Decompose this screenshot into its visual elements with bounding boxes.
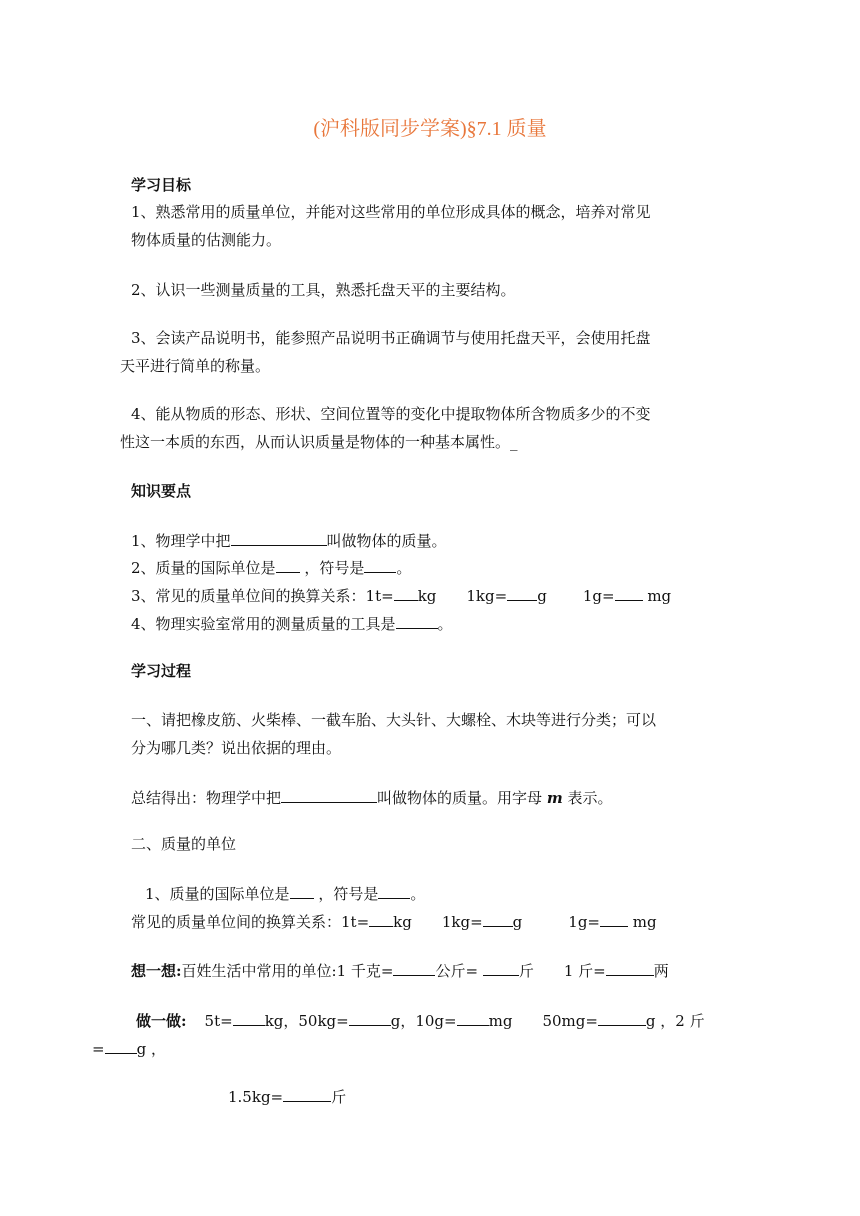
blank-field[interactable] <box>394 585 418 601</box>
blank-field[interactable] <box>393 960 435 976</box>
do-text-h: g ， <box>136 1040 166 1058</box>
blank-field[interactable] <box>233 1010 265 1026</box>
think-text-d: 1 斤= <box>563 962 606 980</box>
blank-field[interactable] <box>105 1038 137 1054</box>
objectives-heading: 学习目标 <box>131 176 192 194</box>
objective-1-line-1: 1、熟悉常用的质量单位，并能对这些常用的单位形成具体的概念，培养对常见 <box>131 203 651 221</box>
knowledge-2-text-c: 。 <box>396 559 412 577</box>
think-text-b: 公斤= <box>435 962 479 980</box>
unit-2-text-a: 常见的质量单位间的换算关系：1t= <box>131 913 370 931</box>
knowledge-3-text-c: 1kg= <box>466 587 508 605</box>
do-text-b: kg，50kg= <box>264 1012 349 1030</box>
summary-text-c: 表示。 <box>567 789 613 807</box>
blank-field[interactable] <box>396 613 438 629</box>
knowledge-4 <box>131 613 453 634</box>
knowledge-3 <box>131 585 671 606</box>
knowledge-2-text-b: ，符号是 <box>304 559 365 577</box>
knowledge-2-text-a: 2、质量的国际单位是 <box>131 559 276 577</box>
knowledge-2 <box>131 557 411 578</box>
do-text-a: 5t= <box>204 1012 233 1030</box>
knowledge-3-text-a: 3、常见的质量单位间的换算关系：1t= <box>131 587 394 605</box>
blank-field[interactable] <box>507 585 537 601</box>
objective-3-line-1: 3、会读产品说明书，能参照产品说明书正确调节与使用托盘天平，会使用托盘 <box>131 329 651 347</box>
knowledge-4-text-a: 4、物理实验室常用的测量质量的工具是 <box>131 615 396 633</box>
blank-field[interactable] <box>283 1086 331 1102</box>
knowledge-1 <box>131 530 447 551</box>
blank-field[interactable] <box>378 883 410 899</box>
do-line <box>136 1010 705 1031</box>
think-text-e: 两 <box>653 962 669 980</box>
do-text-e: 50mg= <box>542 1012 598 1030</box>
blank-field[interactable] <box>231 530 327 546</box>
do-line-3 <box>228 1086 346 1107</box>
knowledge-1-text-b: 叫做物体的质量。 <box>326 532 447 550</box>
objective-4-line-1: 4、能从物质的形态、形状、空间位置等的变化中提取物体所含物质多少的不变 <box>131 405 651 423</box>
knowledge-3-text-b: kg <box>417 587 437 605</box>
objective-1-line-2: 物体质量的估测能力。 <box>131 231 282 249</box>
blank-field[interactable] <box>290 883 314 899</box>
blank-field[interactable] <box>364 557 396 573</box>
unit-2-text-d: g <box>512 913 523 931</box>
last-text-a: 1.5kg= <box>228 1088 284 1106</box>
unit-1-text-c: 。 <box>410 885 426 903</box>
knowledge-3-text-e: 1g= <box>582 587 615 605</box>
do-text-g: = <box>92 1040 105 1058</box>
blank-field[interactable] <box>600 911 628 927</box>
blank-field[interactable] <box>457 1010 489 1026</box>
do-line-2 <box>92 1038 166 1059</box>
knowledge-4-text-b: 。 <box>437 615 453 633</box>
blank-field[interactable] <box>276 557 300 573</box>
summary-text-b: 叫做物体的质量。用字母 <box>377 789 543 807</box>
objective-2: 2、认识一些测量质量的工具，熟悉托盘天平的主要结构。 <box>131 281 516 299</box>
blank-field[interactable] <box>615 585 643 601</box>
unit-2-text-c: 1kg= <box>441 913 483 931</box>
page-title: (沪科版同步学案)§7.1 质量 <box>313 118 547 140</box>
blank-field[interactable] <box>483 960 519 976</box>
unit-2-text-f: mg <box>632 913 657 931</box>
blank-field[interactable] <box>349 1010 391 1026</box>
think-text-c: 斤 <box>518 962 534 980</box>
think-label: 想一想: <box>131 962 182 980</box>
do-text-c: g，10g= <box>390 1012 457 1030</box>
blank-field[interactable] <box>281 787 377 803</box>
mass-symbol: m <box>546 789 563 807</box>
unit-1-text-a: 1、质量的国际单位是 <box>145 885 290 903</box>
process-1-line-2: 分为哪几类？说出依据的理由。 <box>131 739 342 757</box>
process-heading: 学习过程 <box>131 662 192 680</box>
blank-field[interactable] <box>606 960 654 976</box>
think-text-a: 百姓生活中常用的单位:1 千克= <box>181 962 394 980</box>
process-2-heading: 二、质量的单位 <box>131 835 237 853</box>
unit-2 <box>131 911 657 932</box>
process-1-line-1: 一、请把橡皮筋、火柴棒、一截车胎、大头针、大螺栓、木块等进行分类；可以 <box>131 711 657 729</box>
unit-2-text-b: kg <box>393 913 412 931</box>
do-text-f: g ，2 斤 <box>645 1012 705 1030</box>
objective-4-line-2: 性这一本质的东西，从而认识质量是物体的一种基本属性。_ <box>120 433 518 451</box>
do-label: 做一做: <box>136 1012 187 1030</box>
unit-1-text-b: ，符号是 <box>318 885 379 903</box>
summary-text-a: 总结得出：物理学中把 <box>131 789 282 807</box>
do-text-d: mg <box>488 1012 513 1030</box>
blank-field[interactable] <box>598 1010 646 1026</box>
knowledge-3-text-d: g <box>537 587 547 605</box>
last-text-b: 斤 <box>331 1088 347 1106</box>
objective-3-line-2: 天平进行简单的称量。 <box>120 357 271 375</box>
think-line <box>131 960 669 981</box>
blank-field[interactable] <box>483 911 513 927</box>
knowledge-1-text-a: 1、物理学中把 <box>131 532 231 550</box>
unit-1 <box>145 883 425 904</box>
knowledge-3-text-f: mg <box>647 587 672 605</box>
knowledge-heading: 知识要点 <box>131 482 192 500</box>
summary-line <box>131 787 612 808</box>
unit-2-text-e: 1g= <box>568 913 600 931</box>
blank-field[interactable] <box>369 911 393 927</box>
